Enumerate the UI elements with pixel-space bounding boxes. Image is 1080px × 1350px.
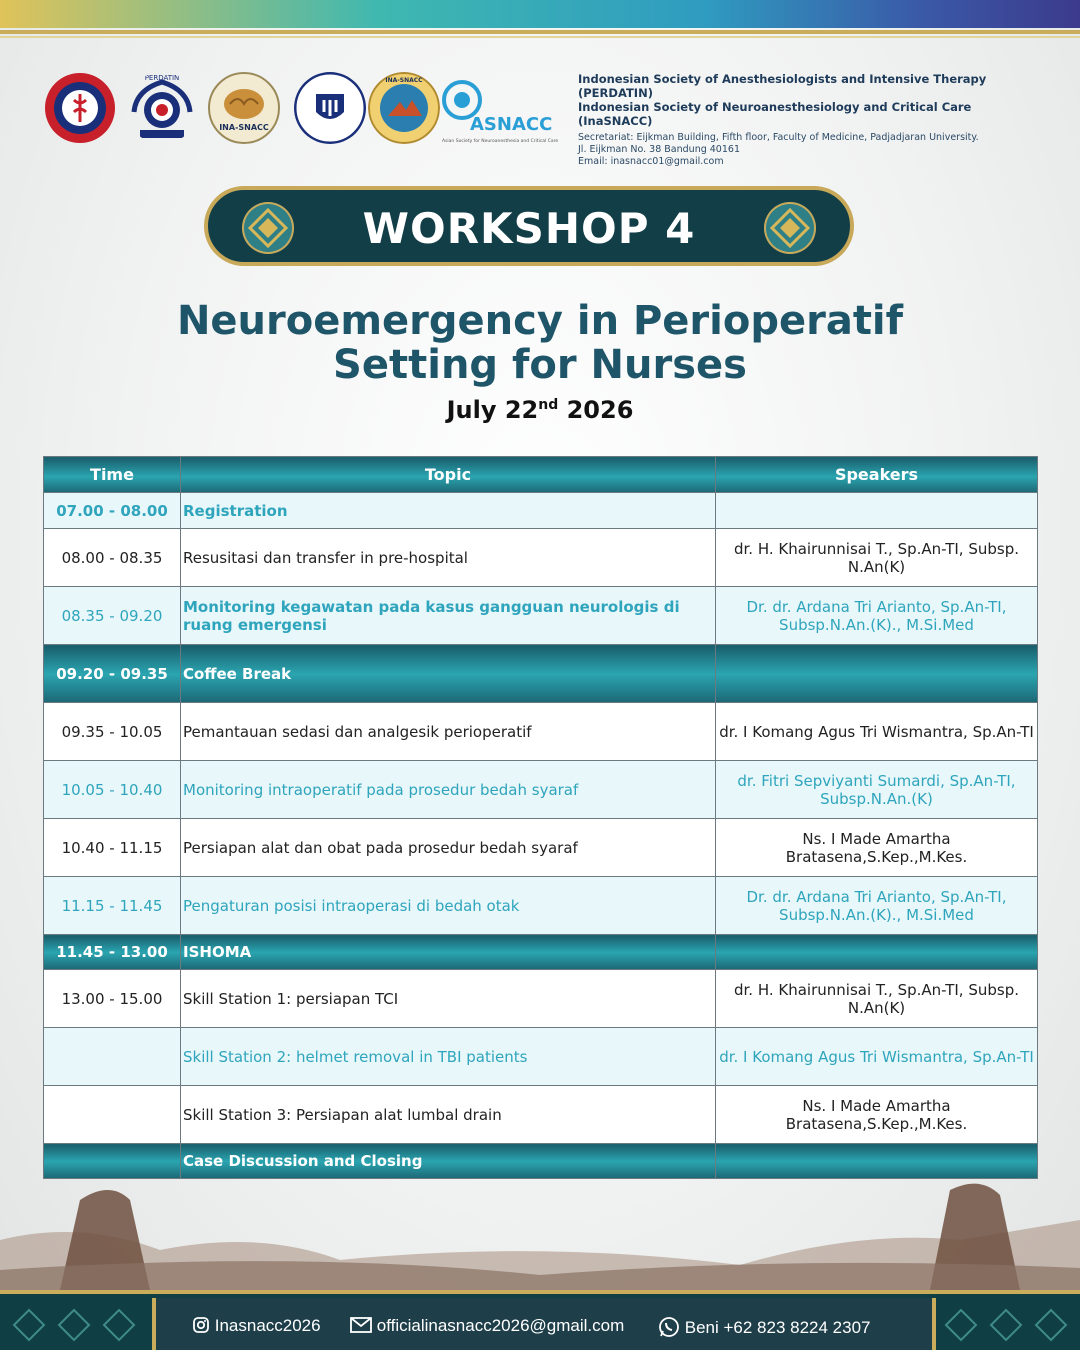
table-row [44, 645, 1038, 703]
asnacc-logo-icon [440, 76, 564, 146]
table-row [44, 493, 1038, 529]
title-line-1: Neuroemergency in Perioperatif [176, 298, 904, 344]
date-suffix-sup: nd [538, 397, 559, 413]
ornament-right-icon [764, 202, 816, 254]
inasnacc-round-logo-icon [368, 72, 440, 144]
row-speaker [716, 645, 1038, 703]
email-address: officialinasnacc2026@gmail.com [376, 1316, 625, 1335]
logo-1-icon [44, 72, 116, 144]
row-time: 07.00 - 08.00 [44, 493, 181, 529]
perdatin-logo-text: PERDATIN [144, 74, 180, 82]
asnacc-logo-text: ASNACC [470, 114, 553, 135]
row-topic: Resusitasi dan transfer in pre-hospital [181, 529, 716, 587]
row-time: 09.20 - 09.35 [44, 645, 181, 703]
instagram-handle: Inasnacc2026 [214, 1316, 321, 1335]
date-prefix: July 22 [446, 396, 539, 424]
inasnacc-round-logo-text: INA-SNACC [385, 77, 423, 84]
top-gradient-bar [0, 0, 1080, 28]
event-date [0, 396, 1080, 424]
workshop-title: WORKSHOP 4 [362, 204, 696, 253]
logo-4-icon [294, 72, 366, 144]
table-row [44, 703, 1038, 761]
header-speakers: Speakers [716, 457, 1038, 493]
row-speaker: dr. Fitri Sepviyanti Sumardi, Sp.An-TI, Subsp.N.An.(K) [716, 761, 1038, 819]
logo-row [42, 72, 572, 148]
decorative-dancers-scene [0, 1180, 1080, 1290]
row-topic: Skill Station 3: Persiapan alat lumbal drain [181, 1086, 716, 1144]
row-topic: Skill Station 1: persiapan TCI [181, 970, 716, 1028]
row-time: 11.45 - 13.00 [44, 935, 181, 970]
row-speaker: dr. H. Khairunnisai T., Sp.An-TI, Subsp. N.An(K) [716, 970, 1038, 1028]
row-time: 08.35 - 09.20 [44, 587, 181, 645]
row-time [44, 1144, 181, 1179]
header-time: Time [44, 457, 181, 493]
inasnacc-logo-text: INA-SNACC [219, 123, 269, 132]
asnacc-logo-subtext: Asian Society for Neuroanesthesia and Critical Care [442, 139, 559, 144]
row-topic: Monitoring kegawatan pada kasus gangguan neurologis di ruang emergensi [181, 587, 716, 645]
org-address-2: Jl. Eijkman No. 38 Bandung 40161 [578, 144, 740, 155]
table-row [44, 761, 1038, 819]
table-header [44, 457, 1038, 493]
row-topic: Monitoring intraoperatif pada prosedur bedah syaraf [181, 761, 716, 819]
row-speaker: dr. H. Khairunnisai T., Sp.An-TI, Subsp. N.An(K) [716, 529, 1038, 587]
table-row [44, 1086, 1038, 1144]
footer-pattern-right-icon [936, 1300, 1076, 1350]
workshop-banner [204, 186, 854, 266]
row-topic: Coffee Break [181, 645, 716, 703]
row-speaker: Ns. I Made Amartha Bratasena,S.Kep.,M.Kes. [716, 1086, 1038, 1144]
perdatin-logo-icon [126, 72, 198, 144]
instagram-icon [192, 1316, 210, 1334]
schedule-table [43, 456, 1038, 1179]
footer-pattern-left-icon [4, 1300, 144, 1350]
row-topic: Persiapan alat dan obat pada prosedur bedah syaraf [181, 819, 716, 877]
instagram-contact[interactable] [192, 1316, 321, 1336]
row-speaker: dr. I Komang Agus Tri Wismantra, Sp.An-TI [716, 703, 1038, 761]
table-row [44, 935, 1038, 970]
org-line-2: Indonesian Society of Neuroanesthesiology and Critical Care (InaSNACC) [578, 100, 972, 128]
row-topic: Skill Station 2: helmet removal in TBI patients [181, 1028, 716, 1086]
inasnacc-logo-icon [202, 72, 286, 144]
row-time [44, 1086, 181, 1144]
row-time: 08.00 - 08.35 [44, 529, 181, 587]
row-time: 09.35 - 10.05 [44, 703, 181, 761]
date-year: 2026 [558, 396, 634, 424]
row-topic: Pengaturan posisi intraoperasi di bedah otak [181, 877, 716, 935]
table-row [44, 970, 1038, 1028]
row-speaker: dr. I Komang Agus Tri Wismantra, Sp.An-TI [716, 1028, 1038, 1086]
row-topic: Case Discussion and Closing [181, 1144, 716, 1179]
table-row [44, 529, 1038, 587]
title-line-2: Setting for Nurses [333, 342, 747, 388]
row-speaker: Dr. dr. Ardana Tri Arianto, Sp.An-TI, Subsp.N.An.(K)., M.Si.Med [716, 587, 1038, 645]
row-time: 13.00 - 15.00 [44, 970, 181, 1028]
row-speaker: Dr. dr. Ardana Tri Arianto, Sp.An-TI, Subsp.N.An.(K)., M.Si.Med [716, 877, 1038, 935]
row-time: 10.40 - 11.15 [44, 819, 181, 877]
row-speaker [716, 493, 1038, 529]
table-row [44, 587, 1038, 645]
table-row [44, 1028, 1038, 1086]
row-time: 10.05 - 10.40 [44, 761, 181, 819]
whatsapp-number: Beni +62 823 8224 2307 [684, 1318, 871, 1337]
whatsapp-contact[interactable] [658, 1316, 871, 1338]
row-topic: ISHOMA [181, 935, 716, 970]
table-row [44, 819, 1038, 877]
table-row [44, 1144, 1038, 1179]
top-gold-line-thin [0, 36, 1080, 38]
mail-icon [350, 1317, 372, 1333]
org-address-1: Secretariat: Eijkman Building, Fifth floor, Faculty of Medicine, Padjadjaran University. [578, 132, 979, 143]
footer-gold-line [0, 1290, 1080, 1294]
top-gold-line [0, 30, 1080, 34]
row-speaker [716, 1144, 1038, 1179]
row-speaker [716, 935, 1038, 970]
row-topic: Registration [181, 493, 716, 529]
row-topic: Pemantauan sedasi dan analgesik perioperatif [181, 703, 716, 761]
row-time [44, 1028, 181, 1086]
header-topic: Topic [181, 457, 716, 493]
whatsapp-icon [658, 1316, 680, 1338]
row-speaker: Ns. I Made Amartha Bratasena,S.Kep.,M.Kes. [716, 819, 1038, 877]
org-email: Email: inasnacc01@gmail.com [578, 156, 724, 167]
row-time: 11.15 - 11.45 [44, 877, 181, 935]
table-row [44, 877, 1038, 935]
organization-info [578, 72, 1048, 168]
org-line-1: Indonesian Society of Anesthesiologists and Intensive Therapy (PERDATIN) [578, 72, 987, 100]
email-contact[interactable] [350, 1316, 624, 1336]
